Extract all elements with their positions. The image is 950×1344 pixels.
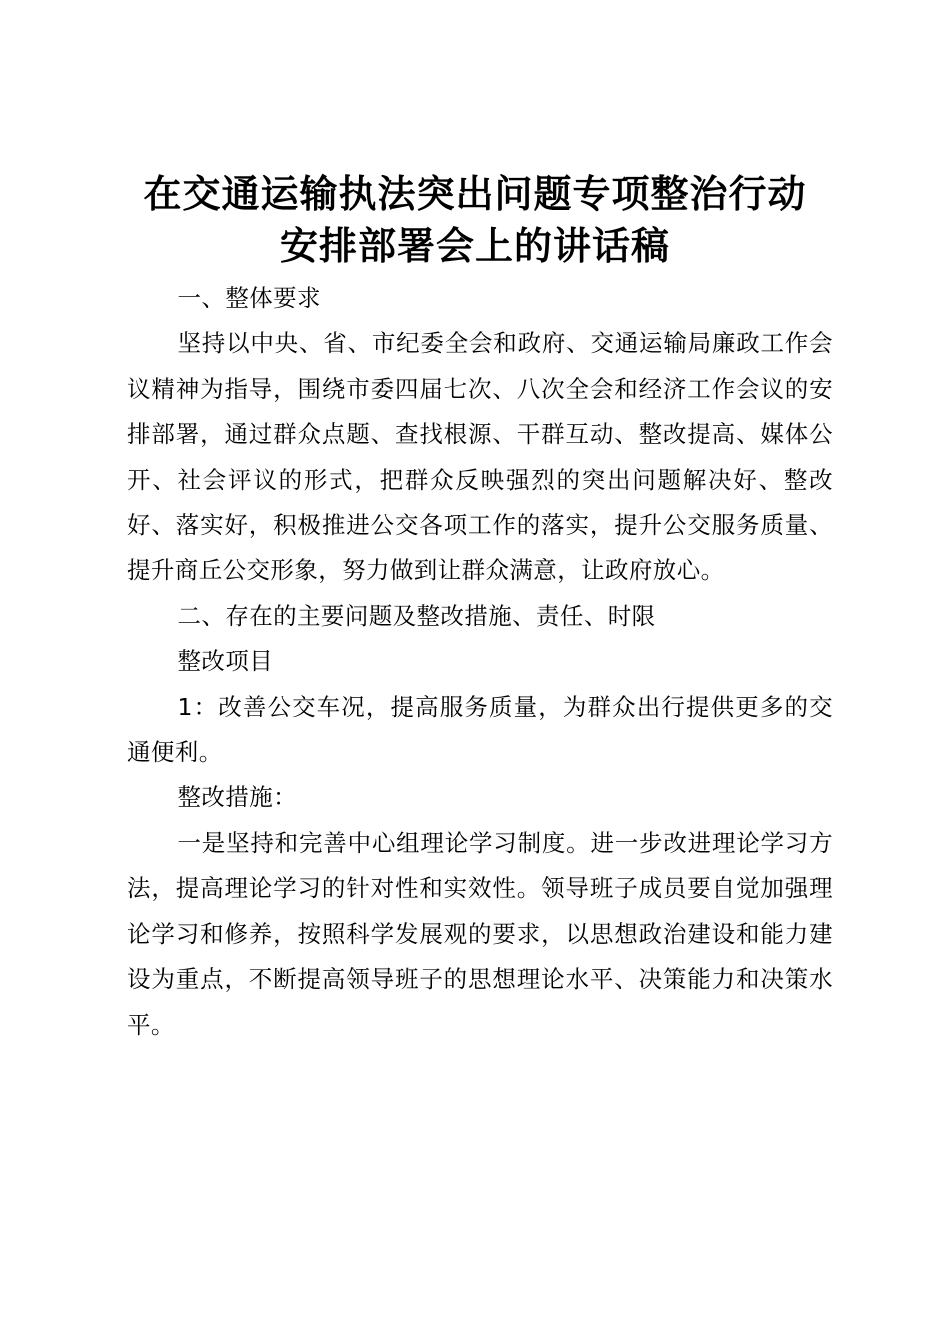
title-line-2: 安排部署会上的讲话稿 <box>279 224 670 268</box>
paragraph-guiding-principles: 坚持以中央、省、市纪委全会和政府、交通运输局廉政工作会议精神为指导，围绕市委四届七次、八次全会和经济工作会议的安排部署，通过群众点题、查找根源、干群互动、整改提高、媒体公开、社会评议的形式，把群众反映强烈的突出问题解决好、整改好、落实好，积极推进公交各项工作的落实，提升公交服务质量、提升商丘公交形象，努力做到让群众满意，让政府放心。 <box>127 329 833 585</box>
document-title <box>100 168 850 272</box>
section-heading-main-problems: 二、存在的主要问题及整改措施、责任、时限 <box>177 601 656 630</box>
paragraph-measure-one: 一是坚持和完善中心组理论学习制度。进一步改进理论学习方法，提高理论学习的针对性和实效性。领导班子成员要自觉加强理论学习和修养，按照科学发展观的要求，以思想政治建设和能力建设为重点，不断提高领导班子的思想理论水平、决策能力和决策水平。 <box>127 828 833 1039</box>
subheading-rectification-measures: 整改措施： <box>177 783 298 812</box>
paragraph-item-one: 1：改善公交车况，提高服务质量，为群众出行提供更多的交通便利。 <box>127 692 833 767</box>
document-body <box>127 276 833 1048</box>
title-line-1: 在交通运输执法突出问题专项整治行动 <box>143 172 807 216</box>
subheading-rectification-items: 整改项目 <box>177 647 274 676</box>
section-heading-overall-requirements: 一、整体要求 <box>177 284 321 312</box>
